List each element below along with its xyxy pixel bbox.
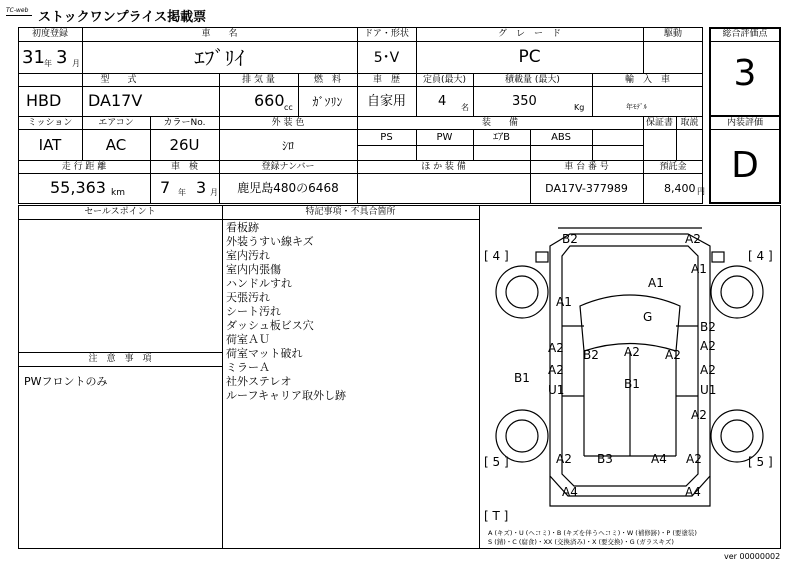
note-item: 荷室マット破れ	[226, 347, 303, 360]
note-item: 天張汚れ	[226, 291, 270, 304]
fuel-header: 燃 料	[313, 75, 341, 85]
other-equipment-header: ほ か 装 備	[421, 162, 466, 172]
import-header: 輸 入 車	[624, 75, 670, 85]
bracket-t: [ T ]	[484, 509, 509, 523]
load-value: 350	[512, 94, 537, 109]
damage-mark: B2	[700, 320, 716, 334]
door-value: 5･V	[373, 50, 400, 66]
first-reg-year: 31	[22, 47, 45, 68]
door-header: ドア・形状	[364, 29, 409, 39]
interior-score-header: 内装評価	[726, 118, 763, 128]
inspection-month-unit: 月	[210, 188, 218, 197]
damage-mark: A1	[648, 276, 664, 290]
damage-mark: A4	[685, 485, 701, 499]
mission-header: ミッション	[27, 118, 73, 128]
damage-mark: G	[643, 310, 653, 324]
inspection-month: 3	[196, 178, 207, 197]
caution-text: PWフロントのみ	[24, 375, 108, 388]
note-item: 室内汚れ	[226, 249, 270, 262]
capacity-value: 4	[438, 94, 447, 109]
damage-mark: U1	[548, 383, 565, 397]
bracket-5-left: [ 5 ]	[484, 455, 509, 469]
manual-header: 取説	[680, 118, 699, 128]
displacement-value: 660	[254, 91, 285, 110]
legend-line-2: S (錆)・C (腐食)・XX (交換済み)・X (要交換)・G (ガラスキズ)	[488, 538, 674, 546]
first-reg-header: 初度登録	[31, 29, 68, 39]
equipment-header: 装 備	[481, 118, 518, 128]
model-value: DA17V	[88, 91, 143, 110]
damage-mark: B3	[597, 452, 613, 466]
color-no-value: 26U	[169, 136, 200, 154]
damage-mark: A2	[624, 345, 640, 359]
inspection-year: 7	[160, 178, 171, 197]
bracket-4-left: [ 4 ]	[484, 249, 509, 263]
note-item: ダッシュ板ビス穴	[226, 319, 314, 332]
grade-header: グ レ ー ド	[497, 29, 561, 39]
aircon-header: エアコン	[98, 118, 134, 128]
note-item: ルーフキャリア取外し跡	[226, 389, 347, 402]
note-item: 室内内張傷	[226, 263, 281, 276]
displacement-header: 排 気 量	[242, 75, 275, 85]
exterior-value: ｼﾛ	[281, 139, 294, 153]
damage-mark: B1	[624, 377, 640, 391]
color-no-header: カラーNo.	[163, 118, 206, 128]
note-item: ミラーＡ	[226, 361, 270, 374]
note-item: 社外ステレオ	[226, 375, 292, 388]
first-reg-year-unit: 年	[44, 59, 52, 68]
version-label: ver 00000002	[724, 552, 781, 561]
load-header: 積載量 (最大)	[505, 75, 560, 85]
deposit-value: 8,400	[664, 182, 696, 195]
damage-mark: A2	[700, 339, 716, 353]
capacity-header: 定員(最大)	[422, 75, 467, 85]
logo	[6, 8, 34, 20]
damage-mark: A2	[685, 232, 701, 246]
drive-header: 駆動	[663, 29, 682, 39]
overall-score-header: 総合評価点	[722, 29, 768, 39]
first-reg-month: 3	[56, 47, 68, 68]
load-unit: Kg	[574, 103, 585, 112]
model-prefix: HBD	[26, 91, 62, 110]
interior-score: D	[731, 145, 759, 186]
plate-value: 鹿児島480の6468	[237, 181, 339, 195]
logo-text: TC-web	[6, 7, 29, 14]
equipment-item-4: ABS	[551, 132, 571, 143]
damage-mark: B2	[562, 232, 578, 246]
fuel-value: ｶﾞｿﾘﾝ	[312, 95, 343, 109]
page-title: ストックワンプライス掲載票	[38, 10, 207, 25]
damage-mark: B2	[583, 348, 599, 362]
equipment-item-1: PS	[380, 132, 393, 143]
bracket-5-right: [ 5 ]	[748, 455, 773, 469]
vin-header: 車 台 番 号	[564, 162, 609, 172]
equipment-item-3: ｴｱB	[493, 132, 510, 143]
car-name: ｴﾌﾞﾘｲ	[194, 46, 245, 70]
mission-value: IAT	[38, 136, 62, 154]
wheel-front-right	[711, 266, 763, 318]
capacity-unit: 名	[461, 103, 469, 112]
grade-value: PC	[518, 47, 541, 67]
note-item: ハンドルすれ	[226, 277, 292, 290]
notes-header: 特記事項・不具合箇所	[305, 207, 396, 217]
inspection-header: 車 検	[170, 162, 198, 172]
damage-mark: A1	[556, 295, 572, 309]
deposit-header: 預託金	[659, 162, 687, 172]
note-item: 外装うすい線キズ	[226, 235, 314, 248]
plate-header: 登録ナンバー	[261, 162, 315, 172]
bracket-4-right: [ 4 ]	[748, 249, 773, 263]
wheel-front-left	[496, 266, 548, 318]
car-name-header: 車 名	[201, 29, 238, 39]
damage-mark: U1	[700, 383, 717, 397]
damage-mark: A2	[556, 452, 572, 466]
vin-value: DA17V-377989	[545, 182, 628, 195]
damage-mark: A4	[651, 452, 667, 466]
mileage-value: 55,363	[50, 178, 106, 197]
damage-mark: A2	[665, 348, 681, 362]
damage-mark: A4	[562, 485, 578, 499]
damage-mark: B1	[514, 371, 530, 385]
warranty-header: 保証書	[645, 118, 673, 128]
note-item: シート汚れ	[226, 305, 281, 318]
damage-mark: A2	[686, 452, 702, 466]
exterior-header: 外 装 色	[271, 118, 305, 128]
equipment-item-2: PW	[436, 132, 453, 143]
inspection-year-unit: 年	[178, 188, 186, 197]
deposit-unit: 円	[697, 187, 705, 196]
caution-header: 注 意 事 項	[88, 354, 152, 364]
note-item: 看板跡	[226, 221, 259, 234]
usage-value: 自家用	[366, 94, 406, 109]
aircon-value: AC	[105, 136, 127, 154]
damage-mark: A2	[691, 408, 707, 422]
notes-list	[226, 221, 346, 403]
displacement-unit: cc	[284, 103, 293, 112]
usage-header: 車 歴	[372, 75, 400, 85]
first-reg-month-unit: 月	[72, 59, 80, 68]
note-item: 荷室ＡＵ	[226, 333, 270, 346]
damage-mark: A1	[691, 262, 707, 276]
overall-score: 3	[733, 53, 757, 94]
sales-point-header: セールスポイント	[84, 207, 156, 217]
mileage-unit: km	[111, 188, 125, 198]
damage-mark: A2	[548, 341, 564, 355]
mileage-header: 走 行 距 離	[61, 162, 107, 172]
model-year-label: 年ﾓﾃﾞﾙ	[626, 103, 647, 111]
damage-mark: A2	[548, 363, 564, 377]
model-header: 型 式	[100, 75, 137, 85]
damage-mark: A2	[700, 363, 716, 377]
legend-line-1: A (キズ)・U (ヘコミ)・B (キズを伴うヘコミ)・W (補修跡)・P (要塗装)	[488, 529, 697, 537]
